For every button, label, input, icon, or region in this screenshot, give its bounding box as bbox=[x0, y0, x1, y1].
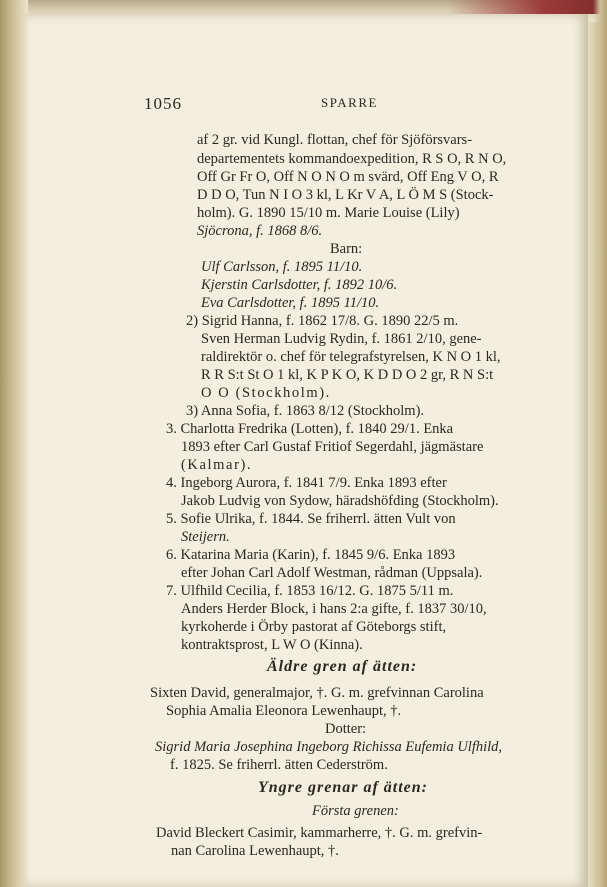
text-line: 5. Sofie Ulrika, f. 1844. Se friherrl. ätten Vult von bbox=[166, 511, 456, 527]
text-line: departementets kommandoexpedition, R S O, R N O, bbox=[197, 151, 507, 167]
page-number: 1056 bbox=[144, 94, 182, 113]
text-line: nan Carolina Lewenhaupt, †. bbox=[171, 843, 339, 859]
text-line: David Bleckert Casimir, kammarherre, †. G. m. grefvin- bbox=[156, 825, 483, 841]
subsection-heading: Första grenen: bbox=[312, 803, 399, 819]
left-gutter-shadow bbox=[0, 0, 30, 887]
text-line: (Kalmar). bbox=[181, 457, 253, 473]
text-line: 4. Ingeborg Aurora, f. 1841 7/9. Enka 1893 efter bbox=[166, 475, 447, 491]
text-line: holm). G. 1890 15/10 m. Marie Louise (Lily) bbox=[197, 205, 460, 221]
text-line: Sjöcrona, f. 1868 8/6. bbox=[197, 223, 323, 239]
text-line: D D O, Tun N I O 3 kl, L Kr V A, L Ö M S (Stock- bbox=[197, 187, 494, 203]
right-page-edge bbox=[593, 0, 607, 887]
text-line: Sven Herman Ludvig Rydin, f. 1861 2/10, gene- bbox=[201, 331, 482, 347]
text-line: raldirektör o. chef för telegrafstyrelsen, K N O 1 kl, bbox=[201, 349, 501, 365]
text-line: af 2 gr. vid Kungl. flottan, chef för Sjöförsvars- bbox=[197, 132, 473, 148]
text-line: Ulf Carlsson, f. 1895 11/10. bbox=[201, 259, 363, 275]
text-line: f. 1825. Se friherrl. ätten Cederström. bbox=[170, 757, 388, 773]
text-line: 2) Sigrid Hanna, f. 1862 17/8. G. 1890 22/5 m. bbox=[186, 313, 459, 329]
text-line: Jakob Ludvig von Sydow, häradshöfding (Stockholm). bbox=[181, 493, 499, 509]
text-line: 7. Ulfhild Cecilia, f. 1853 16/12. G. 1875 5/11 m. bbox=[166, 583, 454, 599]
daughter-label: Dotter: bbox=[325, 721, 367, 737]
text-line: 1893 efter Carl Gustaf Fritiof Segerdahl, jägmästare bbox=[181, 439, 484, 455]
page-header bbox=[144, 94, 564, 116]
text-line: Kjerstin Carlsdotter, f. 1892 10/6. bbox=[201, 277, 398, 293]
text-line: Off Gr Fr O, Off N O N O m svärd, Off Eng V O, R bbox=[197, 169, 499, 185]
section-heading: Yngre grenar af ätten: bbox=[258, 779, 428, 796]
text-line: Anders Herder Block, i hans 2:a gifte, f. 1837 30/10, bbox=[181, 601, 487, 617]
text-line: R R S:t St O 1 kl, K P K O, K D D O 2 gr, R N S:t bbox=[201, 367, 494, 383]
section-heading: Äldre gren af ätten: bbox=[267, 658, 418, 675]
text-line: kyrkoherde i Örby pastorat af Göteborgs stift, bbox=[181, 619, 447, 635]
text-line: Sixten David, generalmajor, †. G. m. grefvinnan Carolina bbox=[150, 685, 484, 701]
text-line: O O (Stockholm). bbox=[201, 385, 331, 401]
text-line: 3. Charlotta Fredrika (Lotten), f. 1840 29/1. Enka bbox=[166, 421, 454, 437]
text-line: 6. Katarina Maria (Karin), f. 1845 9/6. Enka 1893 bbox=[166, 547, 456, 563]
running-head: SPARRE bbox=[321, 95, 378, 110]
text-line: efter Johan Carl Adolf Westman, rådman (Uppsala). bbox=[181, 565, 483, 581]
text-line: Sophia Amalia Eleonora Lewenhaupt, †. bbox=[166, 703, 402, 719]
text-line: kontraktsprost, L W O (Kinna). bbox=[181, 637, 363, 653]
children-label: Barn: bbox=[330, 241, 363, 257]
text-line: Steijern. bbox=[181, 529, 230, 545]
text-line: 3) Anna Sofia, f. 1863 8/12 (Stockholm). bbox=[186, 403, 425, 419]
text-line: Sigrid Maria Josephina Ingeborg Richissa Eufemia Ulfhild, bbox=[155, 739, 503, 755]
red-cover-edge bbox=[447, 0, 607, 14]
text-line: Eva Carlsdotter, f. 1895 11/10. bbox=[201, 295, 380, 311]
